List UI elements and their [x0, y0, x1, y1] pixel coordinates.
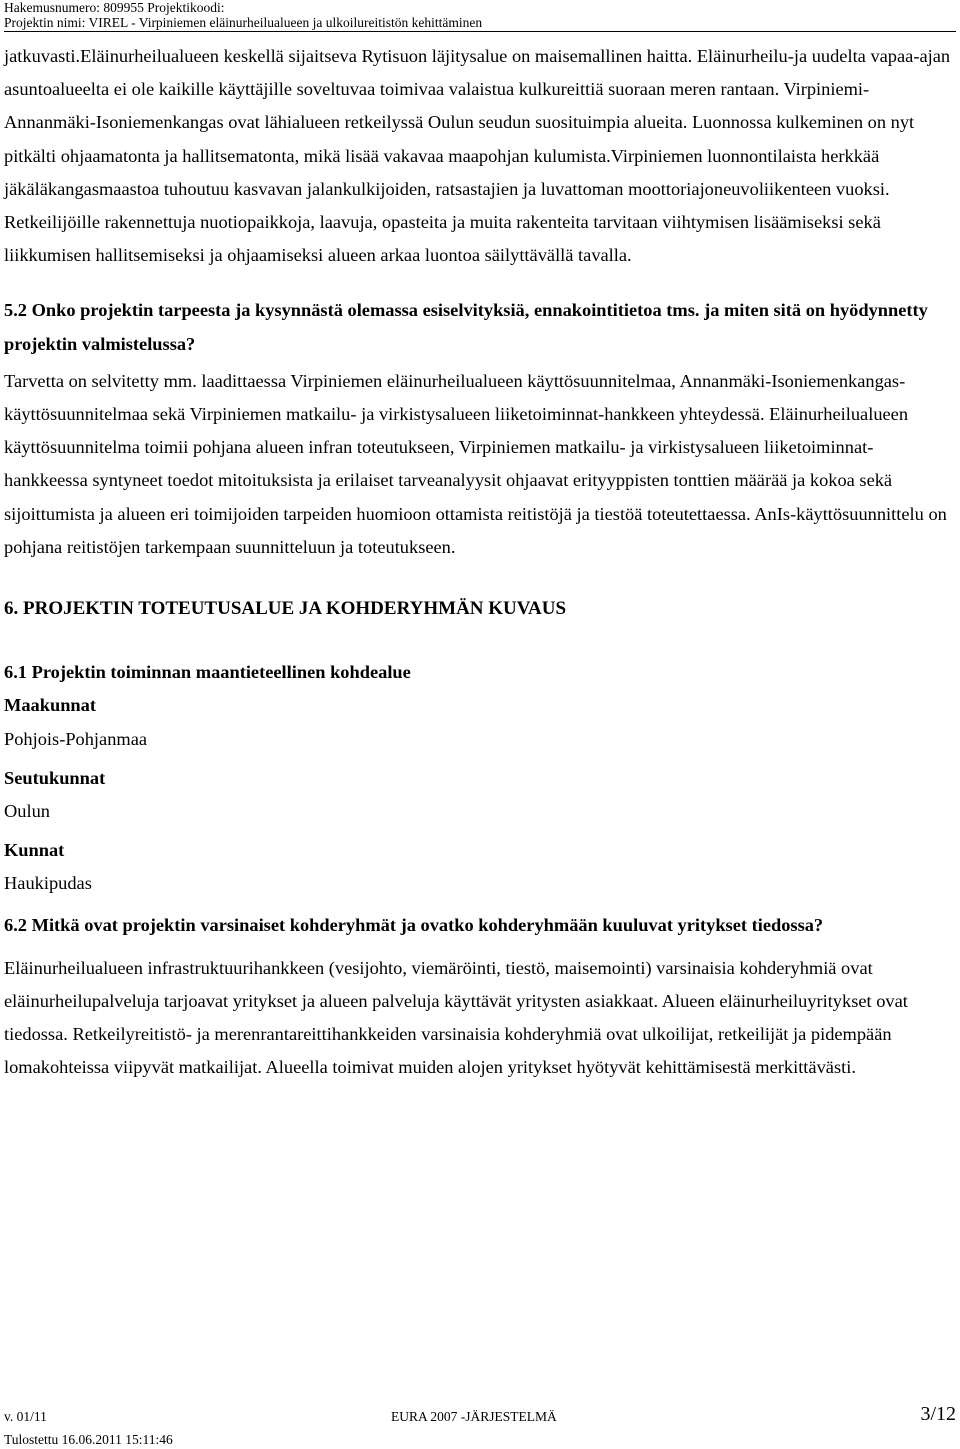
seutukunnat-value: Oulun [4, 801, 50, 822]
application-number: Hakemusnumero: 809955 Projektikoodi: [4, 0, 225, 15]
section-5-2-heading: 5.2 Onko projektin tarpeesta ja kysynnästä olemassa esiselvityksiä, ennakointitietoa tms. ja miten sitä on hyödynnetty projektin valmistelussa? [4, 300, 928, 354]
document-header [4, 0, 482, 30]
document-body [4, 40, 956, 1085]
section-6-2-body: Eläinurheilualueen infrastruktuurihankkeen (vesijohto, viemäröinti, tiestö, maisemointi) varsinaisia kohderyhmiä ovat eläinurheilupalveluja tarjoavat yritykset ja alueen palveluja käyttävät yritysten asiakkaat. Alueen eläinurheiluyritykset ovat tiedossa. Retkeilyreitistö- ja merenrantareittihankkeiden varsinaisia kohderyhmiä ovat ulkoilijat, retkeilijät ja pidempään lomakohteissa viipyvät matkailijat. Alueella toimivat muiden alojen yritykset hyötyvät kehittämisestä merkittävästi. [4, 957, 908, 1078]
section-5-2-body: Tarvetta on selvitetty mm. laadittaessa Virpiniemen eläinurheilualueen käyttösuunnitelmaa, Annanmäki-Isoniemenkangas-käyttösuunnitelmaa sekä Virpiniemen matkailu- ja virkistysalueen liiketoiminnat-hankkeen yhteydessä. Eläinurheilualueen käyttösuunnitelma toimii pohjana alueen infran toteutukseen, Virpiniemen matkailu- ja virkistysalueen liiketoiminnat-hankkeessa syntyneet toedot mitoituksista ja erilaiset tarveanalyysit ohjaavat erityyppisten tonttien määrää ja kokoa sekä sijoittumista ja alueen eri toimijoiden tarpeiden huomioon ottamista reitistöjä ja tiestöä toteutettaessa. AnIs-käyttösuunnittelu on pohjana reitistöjen tarkempaan suunnitteluun ja toteutukseen. [4, 370, 947, 557]
page-number: 3/12 [920, 1403, 956, 1425]
section-6-1-heading: 6.1 Projektin toiminnan maantieteellinen kohdealue [4, 662, 411, 683]
seutukunnat-label: Seutukunnat [4, 767, 106, 788]
maakunnat-label: Maakunnat [4, 695, 96, 716]
kunnat-value: Haukipudas [4, 873, 92, 894]
maakunnat-value: Pohjois-Pohjanmaa [4, 728, 148, 749]
version-label: v. 01/11 [4, 1409, 47, 1424]
section-6-heading: 6. PROJEKTIN TOTEUTUSALUE JA KOHDERYHMÄN KUVAUS [4, 598, 567, 620]
section-6-2-heading: 6.2 Mitkä ovat projektin varsinaiset kohderyhmät ja ovatko kohderyhmään kuuluvat yritykset tiedossa? [4, 914, 824, 935]
system-name: EURA 2007 -JÄRJESTELMÄ [391, 1409, 557, 1424]
kunnat-label: Kunnat [4, 840, 65, 861]
print-info [4, 1432, 956, 1448]
printed-timestamp: Tulostettu 16.06.2011 15:11:46 [4, 1432, 173, 1447]
project-name: Projektin nimi: VIREL - Virpiniemen eläinurheilualueen ja ulkoilureitistön kehittäminen [4, 15, 483, 30]
header-divider [4, 31, 956, 32]
intro-paragraph: jatkuvasti.Eläinurheilualueen keskellä sijaitseva Rytisuon läjitysalue on maisemallinen haitta. Eläinurheilu-ja uudelta vapaa-ajan asuntoalueelta ei ole kaikille käyttäjille soveltuvaa toimivaa valaistua kulkureittiä suoraan meren rantaan. Virpiniemi-Annanmäki-Isoniemenkangas ovat lähialueen retkeilyssä Oulun seudun suosituimpia alueita. Luonnossa kulkeminen on nyt pitkälti ohjaamatonta ja hallitsematonta, mikä lisää vakavaa maapohjan kulumista.Virpiniemen luonnontilaista herkkää jäkäläkangasmaastoa tuhoutuu kasvavan jalankulkijoiden, ratsastajien ja luvattoman moottoriajoneuvoliikenteen vuoksi. Retkeilijöille rakennettuja nuotiopaikkoja, laavuja, opasteita ja muita rakenteita tarvitaan viihtymisen lisäämiseksi sekä liikkumisen hallitsemiseksi ja ohjaamiseksi alueen arkaa luontoa säilyttävällä tavalla. [4, 46, 951, 266]
document-footer [4, 1403, 956, 1427]
